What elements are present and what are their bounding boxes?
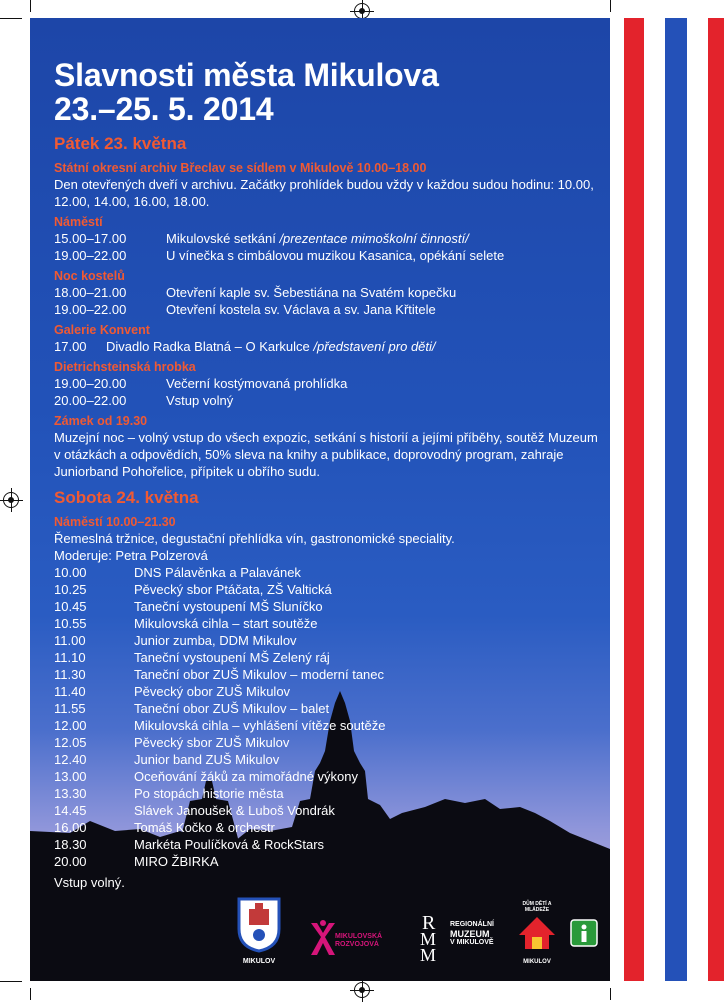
info-logo [570,919,598,949]
moderator-text: Moderuje: Petra Polzerová [54,548,208,563]
archive-heading: Státní okresní archiv Břeclav se sídlem v Mikulově 10.00–18.00 [54,161,427,175]
svg-text:R: R [422,912,436,934]
stripe-white [644,18,665,981]
program-time: 19.00–22.00 [54,302,127,317]
program-time: 11.00 [54,633,86,648]
program-desc: Otevření kaple sv. Šebestiána na Svatém kopečku [166,285,457,300]
program-time: 20.00–22.00 [54,393,127,408]
logo-line: ROZVOJOVÁ [335,941,379,948]
program-row [54,802,599,819]
program-row [54,632,599,649]
program-time: 11.55 [54,701,86,716]
house-icon [515,913,559,953]
program-desc: Markéta Poulíčková & RockStars [134,837,325,852]
program-desc: Junior band ZUŠ Mikulov [134,752,280,767]
program-row [54,338,599,355]
logo-label [450,921,494,947]
rozvojova-logo [305,913,395,963]
program-time: 13.30 [54,786,87,801]
program-row [54,649,599,666]
program-time: 10.00 [54,565,87,580]
free-entry-text: Vstup volný. [54,875,125,890]
crop-mark [610,0,611,12]
program-row [54,392,599,409]
program-time: 11.40 [54,684,86,699]
program-desc: Mikulovská cihla – start soutěže [134,616,318,631]
program-desc [106,338,599,355]
program-row [54,284,599,301]
program-row [54,819,599,836]
program-desc: Oceňování žáků za mimořádné výkony [134,769,358,784]
program-time: 17.00 [54,339,87,354]
page-title [54,58,599,126]
program-time: 10.45 [54,599,87,614]
registration-mark-bottom [354,982,370,998]
program-time: 18.00–21.00 [54,285,127,300]
program-time: 12.40 [54,752,87,767]
stripe-red [708,18,724,981]
program-time: 18.30 [54,837,87,852]
program-row [54,836,599,853]
info-icon [570,919,598,947]
tricolor-stripes [624,18,724,981]
title-date: 23.–25. 5. 2014 [54,91,274,127]
program-time: 12.00 [54,718,87,733]
program-row [54,375,599,392]
program-time: 11.10 [54,650,86,665]
crop-mark [0,18,22,19]
program-desc [166,230,599,247]
title-line: Slavnosti města Mikulova [54,57,439,93]
program-desc: Pěvecký sbor Ptáčata, ZŠ Valtická [134,582,332,597]
program-row [54,785,599,802]
program-row [54,581,599,598]
program-row [54,751,599,768]
program-note: /prezentace mimoškolní činností/ [279,231,469,246]
regional-museum-logo [420,907,505,963]
logo-label: DŮM DĚTÍ A MLÁDEŽE [522,901,552,913]
crop-mark [30,0,31,12]
saturday-namesti-heading: Náměstí 10.00–21.30 [54,515,176,529]
program-desc: Junior zumba, DDM Mikulov [134,633,297,648]
program-desc: Večerní kostýmovaná prohlídka [166,376,348,391]
program-desc: Otevření kostela sv. Václava a sv. Jana Křtitele [166,302,436,317]
program-row [54,301,599,318]
program-time: 14.45 [54,803,87,818]
program-desc: Pěvecký sbor ZUŠ Mikulov [134,735,290,750]
program-row [54,615,599,632]
program-row [54,564,599,581]
program-content [54,58,599,891]
program-row [54,717,599,734]
noc-kostelu-heading: Noc kostelů [54,269,125,283]
archive-text: Den otevřených dveří v archivu. Začátky prohlídek budou vždy v každou sudou hodinu: 10.00, 12.00, 14.00, 16.00, 18.00. [54,177,594,209]
poster [30,18,610,981]
program-desc: Taneční vystoupení MŠ Sluníčko [134,599,323,614]
program-desc: Vstup volný [166,393,234,408]
saturday-program-list [54,564,599,870]
program-time: 15.00–17.00 [54,231,127,246]
program-desc: Po stopách historie města [134,786,284,801]
program-time: 10.25 [54,582,87,597]
program-time: 12.05 [54,735,87,750]
program-time: 10.55 [54,616,87,631]
program-note: /představení pro děti/ [313,339,436,354]
mikulov-coat-of-arms-logo [235,895,283,963]
hrobka-heading: Dietrichsteinská hrobka [54,360,196,374]
program-desc: Slávek Janoušek & Luboš Vondrák [134,803,335,818]
namesti-heading: Náměstí [54,215,103,229]
stripe-blue [665,18,687,981]
program-time: 13.00 [54,769,87,784]
program-desc: Pěvecký obor ZUŠ Mikulov [134,684,291,699]
program-row [54,230,599,247]
saturday-namesti-text: Řemeslná tržnice, degustační přehlídka vín, gastronomické speciality. [54,531,455,546]
crop-mark [0,981,22,982]
registration-mark-top [354,3,370,19]
logo-line: MUZEUM [450,929,490,939]
zamek-text: Muzejní noc – volný vstup do všech expozic, setkání s historií a jejími příběhy, soutěž Muzeum v otázkách a odpovědích, 50% sleva na knihy a publikace, doprovodný program, zahraje Juniorband Pohořelice, přípitek u obřího sudu. [54,430,598,479]
program-time: 20.00 [54,854,87,869]
program-desc: MIRO ŽBIRKA [134,854,219,869]
partner-logos [235,893,605,963]
program-row [54,700,599,717]
logo-label: MIKULOV [242,958,276,965]
crop-mark [610,988,611,1000]
program-row [54,666,599,683]
svg-text:M: M [420,945,437,963]
saturday-heading: Sobota 24. května [54,488,199,507]
registration-mark-left [3,492,19,508]
rmm-monogram-icon [420,911,446,963]
stripe-red [624,18,644,981]
program-row [54,683,599,700]
program-row [54,853,599,870]
program-desc: Taneční obor ZUŠ Mikulov – balet [134,701,330,716]
program-row [54,247,599,264]
program-time: 19.00–22.00 [54,248,127,263]
logo-line: MIKULOVSKÁ [335,933,383,940]
program-desc: U vínečka s cimbálovou muzikou Kasanica, opékání selete [166,248,505,263]
program-desc: Tomáš Kočko & orchestr [134,820,275,835]
logo-label: MIKULOV [523,959,551,965]
program-time: 19.00–20.00 [54,376,127,391]
program-desc: Taneční obor ZUŠ Mikulov – moderní tanec [134,667,385,682]
program-desc: Mikulovská cihla – vyhlášení vítěze soutěže [134,718,386,733]
friday-heading: Pátek 23. května [54,134,187,153]
zamek-heading: Zámek od 19.30 [54,414,148,428]
logo-line: REGIONÁLNÍ [450,921,494,928]
program-time: 11.30 [54,667,86,682]
galerie-heading: Galerie Konvent [54,323,150,337]
program-row [54,734,599,751]
program-desc: DNS Pálavěnka a Palavánek [134,565,301,580]
program-desc-text: Mikulovské setkání [166,231,280,246]
program-desc: Taneční vystoupení MŠ Zelený ráj [134,650,330,665]
crop-mark [30,988,31,1000]
coat-of-arms-icon [235,895,283,953]
svg-text:M: M [420,929,437,949]
stripe-white [687,18,708,981]
program-desc-text: Divadlo Radka Blatná – O Karkulce [106,339,314,354]
ddm-logo [515,901,559,963]
program-row [54,598,599,615]
logo-label [335,933,382,949]
program-row [54,768,599,785]
program-time: 16.00 [54,820,87,835]
logo-line: V MIKULOVĚ [450,939,494,946]
